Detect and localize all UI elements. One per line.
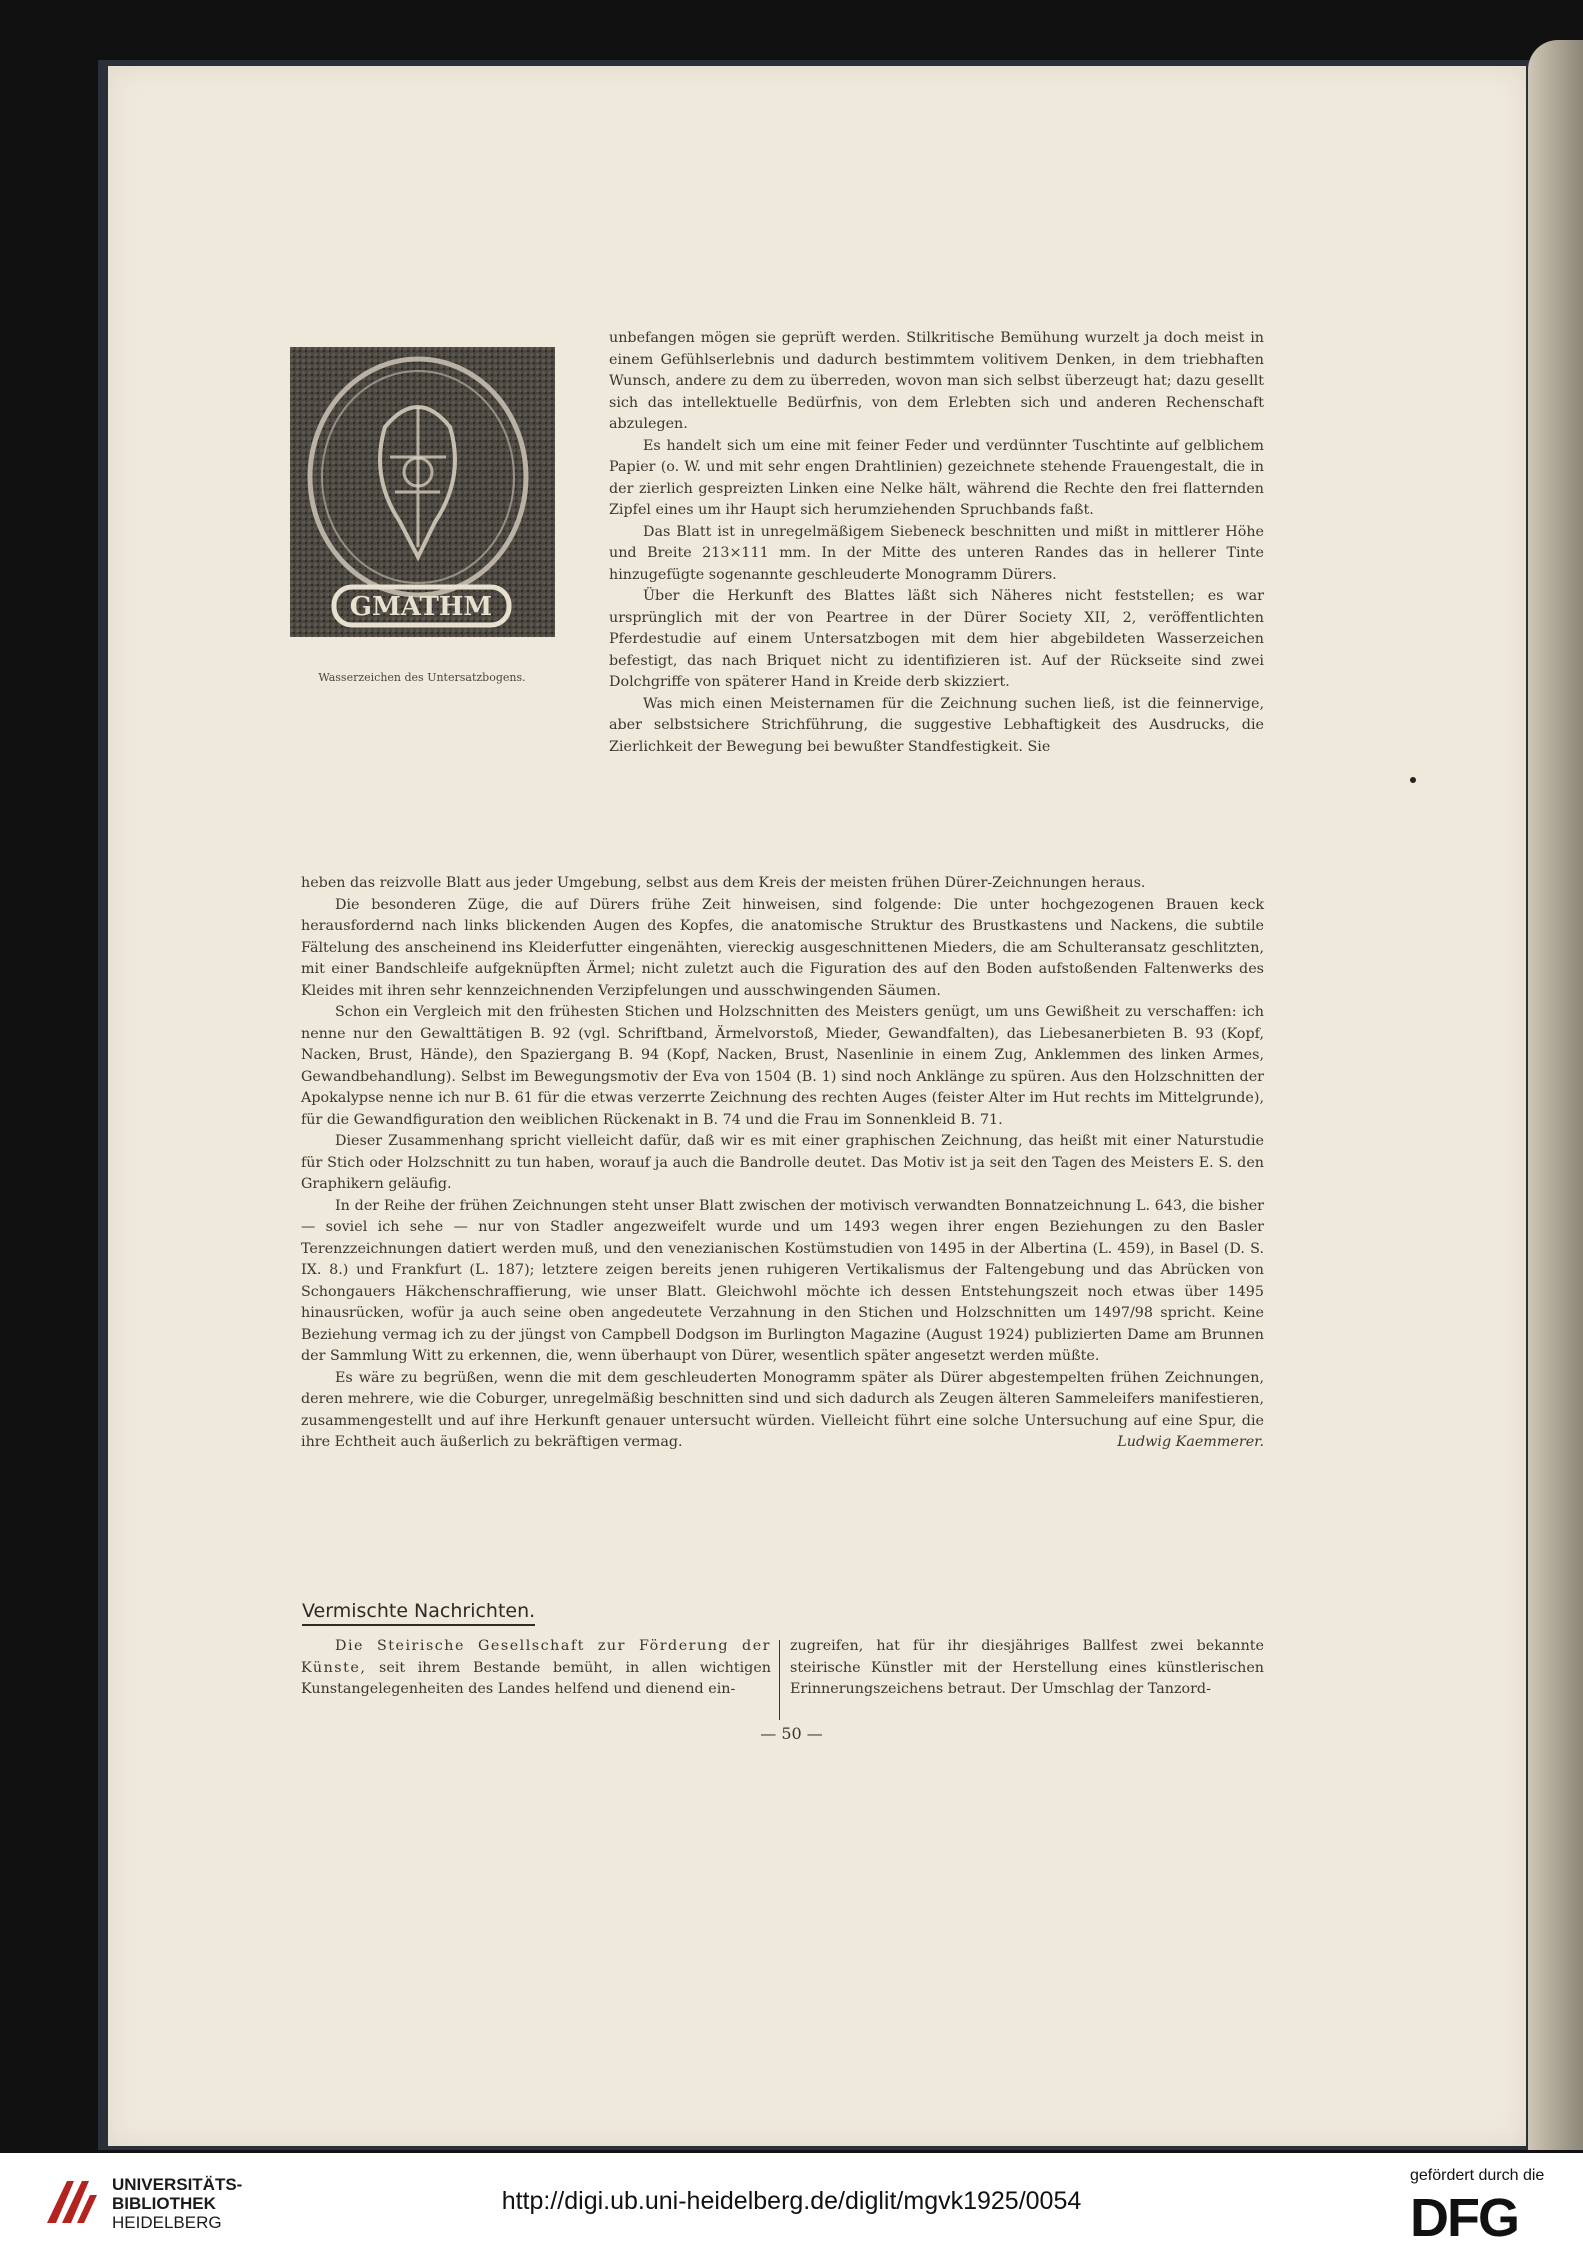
paragraph bbox=[301, 1636, 771, 1701]
page-number: — 50 — bbox=[760, 1724, 823, 1743]
paragraph: Es wäre zu begrüßen, wenn die mit dem geschleuderten Monogramm später als Dürer abgestempelten frühen Zeichnungen, deren mehrere, wie die Coburger, unregelmäßig beschnitten sind und sich dadurch als Zeugen älteren Sammeleifers manifestieren, zusammengestellt und auf ihre Herkunft genauer untersucht würden. Vielleicht führt eine solche Untersuchung auf eine Spur, die ihre Echtheit auch äußerlich zu bekräftigen vermag. bbox=[301, 1369, 1264, 1450]
ink-spot bbox=[1410, 777, 1416, 783]
viewer-footer bbox=[0, 2153, 1583, 2251]
article-full-width bbox=[301, 873, 1264, 1454]
paragraph: Es handelt sich um eine mit feiner Feder und verdünnter Tuschtinte auf gelblichem Papier (o. W. und mit sehr engen Drahtlinien) gezeichnete stehende Frauengestalt, die in der zierlich gespreizten Linken eine Nelke hält, während die Rechte den frei flatternden Zipfel eines um ihr Haupt sich herumziehenden Spruchbands faßt. bbox=[609, 437, 1264, 518]
next-page-edge bbox=[1528, 40, 1583, 2150]
paragraph: In der Reihe der frühen Zeichnungen steht unser Blatt zwischen der motivisch verwandten Bonnatzeichnung L. 643, die bisher — soviel ich sehe — nur von Stadler angezweifelt wurde und um 1493 wegen ihrer engen Beziehungen zu den Basler Terenzzeichnungen datiert werden muß, und den venezianischen Kostümstudien von 1495 in der Albertina (L. 459), in Basel (D. S. IX. 8.) und Frankfurt (L. 187); letztere zeigen bereits jenen ruhigeren Vertikalismus der Faltengebung und das Abrücken von Schongauers Häkchenschraffierung, wie unser Blatt. Gleichwohl möchte ich dessen Entstehungszeit noch etwas über 1495 hinausrücken, wofür ja auch seine oben angedeutete Verzahnung in den Stichen und Holzschnitten um 1497/98 spricht. Keine Beziehung vermag ich zu der jüngst von Campbell Dodgson im Burlington Magazine (August 1924) publizierten Dame am Brunnen der Sammlung Witt zu erkennen, die, wenn überhaupt von Dürer, wesentlich später angesetzt werden müßte. bbox=[301, 1197, 1264, 1364]
paragraph-text: seit ihrem Bestande bemüht, in allen wichtigen Kunstangelegenheiten des Landes helfend und dienend ein- bbox=[301, 1659, 771, 1697]
funding-label: gefördert durch die bbox=[1410, 2167, 1545, 2184]
permalink-text[interactable]: http://digi.ub.uni-heidelberg.de/diglit/mgvk1925/0054 bbox=[501, 2187, 1082, 2215]
paragraph: zugreifen, hat für ihr diesjähriges Ballfest zwei bekannte steirische Künstler mit der Herstellung eines künstlerischen Erinnerungszeichens betraut. Der Umschlag der Tanzord- bbox=[790, 1638, 1264, 1697]
paragraph: Das Blatt ist in unregelmäßigem Siebeneck beschnitten und mißt in mittlerer Höhe und Breite 213×111 mm. In der Mitte des unteren Randes das in hellerer Tinte hinzugefügte sogenannte geschleuderte Monogramm Dürers. bbox=[609, 523, 1264, 583]
column-divider bbox=[779, 1640, 780, 1720]
institution-line: HEIDELBERG bbox=[112, 2213, 222, 2232]
society-name: Die Steirische Gesellschaft zur Förderung der Künste, bbox=[301, 1638, 771, 1676]
permalink-url[interactable] bbox=[0, 2187, 1583, 2216]
paragraph: Über die Herkunft des Blattes läßt sich Näheres nicht feststellen; es war ursprünglich mit der von Peartree in der Dürer Society XII, 2, veröffentlichten Pferdestudie auf einem Untersatzbogen mit dem hier abgebildeten Wasserzeichen befestigt, das nach Briquet nicht zu identifizieren ist. Auf der Rückseite sind zwei Dolchgriffe von späterer Hand in Kreide derb skizziert. bbox=[609, 588, 1264, 690]
paragraph: unbefangen mögen sie geprüft werden. Stilkritische Bemühung wurzelt ja doch meist in einem Gefühlserlebnis und dadurch bestimmtem volitivem Denken, in dem triebhaften Wunsch, andere zu dem zu überreden, wovon man sich selbst überzeugt hat; dazu gesellt sich das intellektuelle Bedürfnis, von dem Erlebten sich und anderen Rechenschaft abzulegen. bbox=[609, 330, 1264, 432]
institution-line: BIBLIOTHEK bbox=[112, 2194, 216, 2213]
institution-line: UNIVERSITÄTS- bbox=[112, 2175, 243, 2194]
author-signature: Ludwig Kaemmerer. bbox=[1117, 1434, 1264, 1450]
paragraph: Die besonderen Züge, die auf Dürers frühe Zeit hinweisen, sind folgende: Die unter hochgezogenen Brauen keck herausfordernd nach links blickenden Augen des Kopfes, die anatomische Struktur des Brustkastens und Nackens, die subtile Fältelung des anscheinend ins Kleiderfutter eingenähten, viereckig ausgeschnittenen Mieders, die am Schulteransatz geschlitzten, mit einer Bandschleife aufgeknüpften Ärmel; nicht zuletzt auch die Figuration des auf den Boden aufstoßenden Faltenwerks des Kleides mit ihren sehr kennzeichnenden Verzipfelungen und ausschwingenden Säumen. bbox=[301, 896, 1264, 999]
watermark-monogram: GMATHM bbox=[349, 592, 493, 622]
paragraph: Schon ein Vergleich mit den frühesten Stichen und Holzschnitten des Meisters genügt, um uns Gewißheit zu verschaffen: ich nenne nur den Gewalttätigen B. 92 (vgl. Schriftband, Ärmelvorstoß, Mieder, Gewandfalten), das Liebesanerbieten B. 93 (Kopf, Nacken, Brust, Hände), den Spaziergang B. 94 (Kopf, Nacken, Brust, Nasenlinie in einem Zug, Anklemmen des linken Armes, Gewandbehandlung). Selbst im Bewegungsmotiv der Eva von 1504 (B. 1) sind noch Anklänge zu spüren. Aus den Holzschnitten der Apokalypse nenne ich nur B. 61 für die etwas verzerrte Zeichnung des rechten Auges (feister Alter im Hut rechts im Mittelgrunde), für die Gewandfiguration den weiblichen Rückenakt in B. 74 und die Frau im Sonnenkleid B. 71. bbox=[301, 1004, 1264, 1128]
section-heading: Vermischte Nachrichten. bbox=[302, 1600, 535, 1626]
article-right-column bbox=[609, 328, 1264, 758]
watermark-figure bbox=[290, 347, 555, 637]
paragraph: heben das reizvolle Blatt aus jeder Umgebung, selbst aus dem Kreis der meisten frühen Dürer-Zeichnungen heraus. bbox=[301, 875, 1146, 891]
paragraph: Was mich einen Meisternamen für die Zeichnung suchen ließ, ist die feinnervige, aber selbstsichere Strichführung, die suggestive Lebhaftigkeit des Ausdrucks, die Zierlichkeit der Bewegung bei bewußter Standfestigkeit. Sie bbox=[609, 695, 1264, 755]
figure-caption: Wasserzeichen des Untersatzbogens. bbox=[318, 671, 526, 684]
news-left-column bbox=[301, 1636, 771, 1701]
dfg-logo[interactable]: DFG bbox=[1410, 2188, 1518, 2248]
paragraph: Dieser Zusammenhang spricht vielleicht dafür, daß wir es mit einer graphischen Zeichnung, das heißt mit einer Naturstudie für Stich oder Holzschnitt zu tun haben, worauf ja auch die Bandrolle deutet. Das Motiv ist ja seit den Tagen des Meisters E. S. den Graphikern geläufig. bbox=[301, 1133, 1264, 1192]
paragraph-with-signature bbox=[301, 1368, 1264, 1454]
news-right-column bbox=[790, 1636, 1264, 1701]
